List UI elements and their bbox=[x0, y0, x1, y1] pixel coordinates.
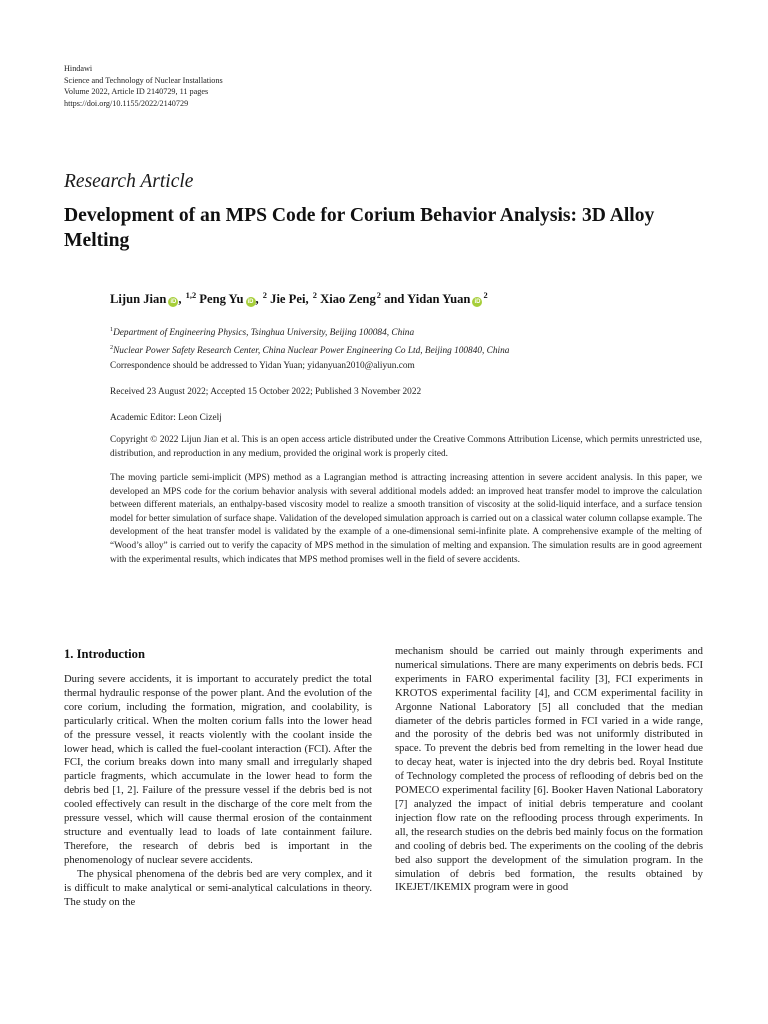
affiliation: $^1$Department of Engineering Physics, Tsinghua University, Beijing 100084, China bbox=[110, 326, 415, 338]
paper-title: Development of an MPS Code for Corium Behavior Analysis: 3D Alloy Melting bbox=[64, 205, 655, 251]
affiliation-marker: 2 bbox=[483, 291, 488, 300]
author: Jie Pei, $^2$ bbox=[270, 291, 317, 306]
paragraph: During severe accidents, it is important to accurately predict the total thermal hydraulic response of the power plant. And the evolution of the core corium, including the formation, migration, and coolability, is particularly critical. When the molten corium falls into the lower head of the pressure vessel, it reacts violently with the coolant inside the lower head, which is called the fuel-coolant interaction (FCI). After the FCI, the corium breaks down into many small and irregularly shaped particle fragments, which accumulate in the lower head to form the debris bed [1, 2]. Failure of the pressure vessel if the debris bed is not cooled effectively can result in the discharge of the core melt from the pressure vessel, which will cause thermal erosion of the containment structure and eventually lead to loads of late containment failure. Therefore, the research of debris bed is important in the phenomenology of nuclear severe accidents. bbox=[64, 674, 372, 866]
author[interactable] bbox=[407, 292, 488, 306]
journal-name: Science and Technology of Nuclear Installations bbox=[64, 75, 223, 85]
copyright-notice: Copyright © 2022 Lijun Jian et al. This is an open access article distributed under the Creative Commons Attribution License, which permits unrestricted use, distribution, and reproduction in any medium, provided the original work is properly cited. bbox=[110, 435, 702, 459]
body-column-left bbox=[64, 673, 372, 909]
author[interactable]: Peng Yu iD , $^2$ bbox=[199, 291, 267, 306]
publisher-name: Hindawi bbox=[64, 64, 93, 73]
affiliation-marker: 1,2 bbox=[185, 291, 197, 300]
orcid-icon[interactable]: iD bbox=[247, 299, 254, 305]
affiliation-marker: 2 bbox=[312, 291, 317, 300]
abstract: The moving particle semi-implicit (MPS) method as a Lagrangian method is attracting increasing attention in severe accident analysis. In this paper, we developed an MPS code for the corium behavior analysis with several additional models added: an improved heat transfer model to improve the calculation between different materials, an enthalpy-based viscosity model to realize a smooth transition of viscosity at the solid-liquid interface, and a surface tension model for better simulation of surface shape. Validation of the developed simulation approach is carried out on a classical water column collapse example. The development of the heat transfer model is validated by the example of a one-dimensional semi-infinite plate. A comprehensive example of the melting of “Wood’s alloy” is carried out to verify the capacity of MPS method in the simulation of melting and expansion. The simulation results are in good agreement with the experimental results, which indicates that MPS method promises well in the field of severe accidents. bbox=[110, 473, 702, 565]
author-name: Jie Pei bbox=[270, 292, 306, 306]
affiliations bbox=[110, 323, 509, 358]
volume-info: Volume 2022, Article ID 2140729, 11 pages bbox=[64, 87, 209, 97]
section-heading: 1. Introduction bbox=[64, 647, 145, 661]
journal-masthead bbox=[64, 63, 223, 109]
dates-line: Received 23 August 2022; Accepted 15 October 2022; Published 3 November 2022 bbox=[110, 387, 422, 397]
article-type: Research Article bbox=[64, 171, 194, 192]
affiliation-marker: 2 bbox=[262, 291, 267, 300]
orcid-icon[interactable]: iD bbox=[474, 299, 481, 305]
academic-editor: Academic Editor: Leon Cizelj bbox=[110, 413, 222, 423]
author-name: Lijun Jian bbox=[110, 292, 167, 306]
author-name: Yidan Yuan bbox=[407, 292, 471, 306]
author-name: Peng Yu bbox=[199, 292, 244, 306]
affiliation: $^2$Nuclear Power Safety Research Center, China Nuclear Power Engineering Co Ltd, Beijing 100840, China bbox=[110, 343, 510, 356]
author[interactable]: Lijun Jian iD , $^{1,2}$ bbox=[110, 291, 197, 306]
author-name: Xiao Zeng bbox=[320, 292, 376, 306]
affiliation-marker: 2 bbox=[376, 291, 381, 300]
author: Xiao Zeng$^2$ and bbox=[320, 291, 408, 306]
correspondence-line: Correspondence should be addressed to Yidan Yuan; yidanyuan2010@aliyun.com bbox=[110, 361, 415, 371]
author-list bbox=[110, 291, 488, 307]
orcid-icon[interactable]: iD bbox=[170, 299, 177, 305]
paragraph: The physical phenomena of the debris bed are very complex, and it is difficult to make analytical or semi-analytical calculations in theory. The study on the bbox=[64, 868, 372, 908]
paragraph: mechanism should be carried out mainly through experiments and numerical simulations. There are many experiments on debris beds. FCI experiments in FARO experimental facility [3], FCI experiments in KROTOS experimental facility [4], and CCM experimental facility in Argonne National Laboratory [5] all concluded that the median diameter of the debris particles formed in FCI varied in a wide range, and the porosity of the debris bed was not uniformly distributed in space. To prevent the debris bed from remelting in the lower head due to decay heat, water is injected into the dry debris bed. Royal Institute of Technology completed the process of reflooding of debris bed on the POMECO experimental facility [6]. Booker Haven National Laboratory [7] analyzed the impact of initial debris temperature and coolant injection flow rate on the reflooding process through experiments. In all, the research studies on the debris bed mainly focus on the formation and cooling of debris bed. The experiments on the cooling of the debris bed also support the development of the simulation program. In the simulation of debris bed formation, the results obtained by IKEJET/IKEMIX program were in good bbox=[395, 646, 703, 894]
body-column-right bbox=[395, 645, 703, 895]
doi-link[interactable]: https://doi.org/10.1155/2022/2140729 bbox=[64, 98, 189, 108]
